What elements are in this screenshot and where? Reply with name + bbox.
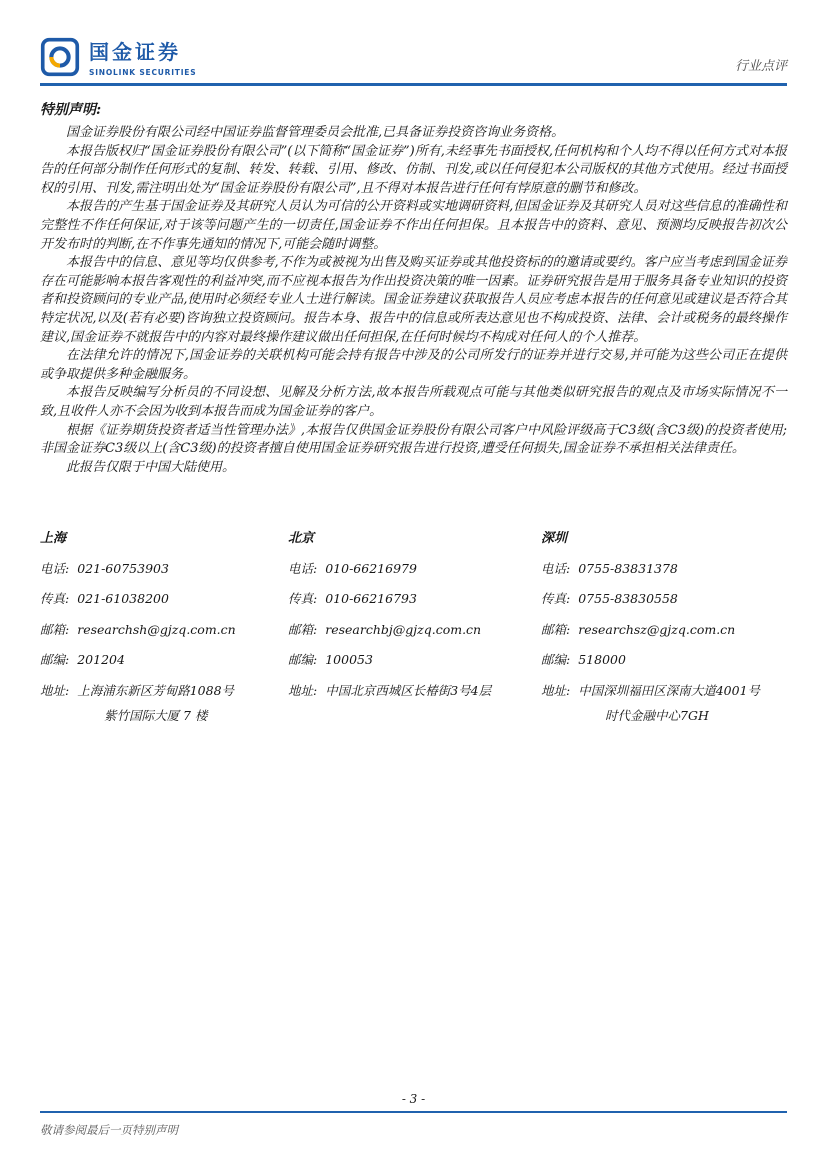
contact-label: 传真: (541, 591, 571, 607)
contact-row (541, 683, 787, 699)
contact-address-line2: 时代金融中心7GH (605, 707, 709, 723)
office-city: 上海 (40, 531, 67, 547)
contact-value: 0755-83831378 (578, 560, 678, 576)
brand-name-cn: 国金证券 (89, 40, 181, 64)
contact-row (40, 622, 288, 638)
contact-email: researchsh@gjzq.com.cn (77, 621, 236, 637)
contact-value: 010-66216793 (325, 591, 417, 607)
contact-value: 010-66216979 (325, 560, 417, 576)
contact-label: 地址: (40, 682, 70, 698)
brand (40, 36, 196, 77)
contact-label: 邮箱: (40, 621, 70, 637)
contact-label: 电话: (40, 560, 70, 576)
office-shanghai (40, 527, 288, 724)
office-city: 深圳 (541, 531, 568, 547)
special-declaration-section (40, 99, 787, 477)
contact-row (40, 591, 288, 607)
footer-divider (40, 1111, 787, 1113)
declaration-paragraph-6: 本报告反映编写分析员的不同设想、见解及分析方法,故本报告所载观点可能与其他类似研究报告的观点及市场实际情况不一致,且收件人亦不会因为收到本报告而成为国金证券的客户。 (40, 385, 787, 419)
contact-row (40, 561, 288, 577)
contact-label: 邮编: (541, 652, 571, 668)
contact-row (288, 652, 541, 668)
office-shenzhen (541, 527, 787, 724)
declaration-paragraph-5: 在法律允许的情况下,国金证券的关联机构可能会持有报告中涉及的公司所发行的证券并进行交易,并可能为这些公司正在提供或争取提供多种金融服务。 (40, 348, 787, 382)
declaration-paragraph-8: 此报告仅限于中国大陆使用。 (66, 459, 236, 475)
contact-email: researchsz@gjzq.com.cn (578, 621, 736, 637)
contact-row (541, 561, 787, 577)
contact-row (541, 622, 787, 638)
contact-label: 邮箱: (541, 621, 571, 637)
contact-address: 中国深圳福田区深南大道4001号 (578, 682, 761, 698)
contact-label: 传真: (40, 591, 70, 607)
declaration-title: 特别声明: (40, 102, 102, 118)
sinolink-logo-icon (40, 37, 80, 77)
contact-row (288, 683, 541, 699)
footer-disclaimer-note: 敬请参阅最后一页特别声明 (40, 1123, 178, 1137)
contact-row (288, 622, 541, 638)
contact-label: 邮编: (288, 652, 318, 668)
declaration-paragraph-1: 国金证券股份有限公司经中国证券监督管理委员会批准,已具备证券投资咨询业务资格。 (66, 125, 565, 140)
office-contacts-section (40, 527, 787, 724)
declaration-paragraph-7: 根据《证券期货投资者适当性管理办法》,本报告仅供国金证券股份有限公司客户中风险评级高于C3级(含C3级)的投资者使用;非国金证券C3级以上(含C3级)的投资者擅自使用国金证券研究报告进行投资,遭受任何损失,国金证券不承担相关法律责任。 (40, 422, 787, 457)
contact-value: 100053 (325, 652, 373, 668)
contact-row (541, 591, 787, 607)
brand-text (89, 36, 196, 77)
office-city: 北京 (288, 531, 315, 547)
contact-label: 电话: (288, 560, 318, 576)
brand-name-en: SINOLINK SECURITIES (89, 68, 197, 77)
declaration-paragraph-3: 本报告的产生基于国金证券及其研究人员认为可信的公开资料或实地调研资料,但国金证券及其研究人员对这些信息的准确性和完整性不作任何保证,对于该等问题产生的一切责任,国金证券不作出任何担保。且本报告中的资料、意见、预测均反映报告初次公开发布时的判断,在不作事先通知的情况下,可能会随时调整。 (40, 199, 787, 252)
contact-value: 518000 (578, 652, 626, 668)
contact-label: 地址: (288, 682, 318, 698)
contact-email: researchbj@gjzq.com.cn (325, 621, 482, 637)
contact-row (40, 683, 288, 699)
contact-row (288, 591, 541, 607)
contact-value: 0755-83830558 (578, 591, 678, 607)
contact-value: 021-61038200 (77, 591, 169, 607)
page-number: - 3 - (401, 1092, 426, 1106)
contact-label: 邮编: (40, 652, 70, 668)
page-header (40, 36, 787, 86)
report-type-label: 行业点评 (734, 59, 787, 74)
contact-row (541, 652, 787, 668)
declaration-paragraph-4: 本报告中的信息、意见等均仅供参考,不作为或被视为出售及购买证券或其他投资标的的邀请或要约。客户应当考虑到国金证券存在可能影响本报告客观性的利益冲突,而不应视本报告为作出投资决策的唯一因素。证券研究报告是用于服务具备专业知识的投资者和投资顾问的专业产品,使用时必须经专业人士进行解读。国金证券建议获取报告人员应考虑本报告的任何意见或建议是否符合其特定状况,以及(若有必要)咨询独立投资顾问。报告本身、报告中的信息或所表达意见也不构成投资、法律、会计或税务的最终操作建议,国金证券不就报告中的内容对最终操作建议做出任何担保,在任何时候均不构成对任何人的个人推荐。 (40, 255, 787, 345)
page-footer (40, 1092, 787, 1138)
contact-address: 上海浦东新区芳甸路1088号 (77, 682, 235, 698)
contact-label: 电话: (541, 560, 571, 576)
contact-row (288, 561, 541, 577)
office-beijing (288, 527, 541, 724)
declaration-paragraph-2: 本报告版权归“国金证券股份有限公司”(以下简称“国金证券”)所有,未经事先书面授权,任何机构和个人均不得以任何方式对本报告的任何部分制作任何形式的复制、转发、转载、引用、修改、仿制、刊发,或以任何侵犯本公司版权的其他方式使用。经过书面授权的引用、刊发,需注明出处为“国金证券股份有限公司”,且不得对本报告进行任何有悖原意的删节和修改。 (40, 143, 787, 196)
contact-label: 传真: (288, 591, 318, 607)
contact-label: 地址: (541, 682, 571, 698)
contact-label: 邮箱: (288, 621, 318, 637)
contact-address: 中国北京西城区长椿街3号4层 (325, 682, 492, 698)
contact-row (40, 652, 288, 668)
contact-value: 201204 (77, 652, 125, 668)
contact-value: 021-60753903 (77, 560, 169, 576)
contact-address-line2: 紫竹国际大厦 7 楼 (104, 707, 208, 723)
